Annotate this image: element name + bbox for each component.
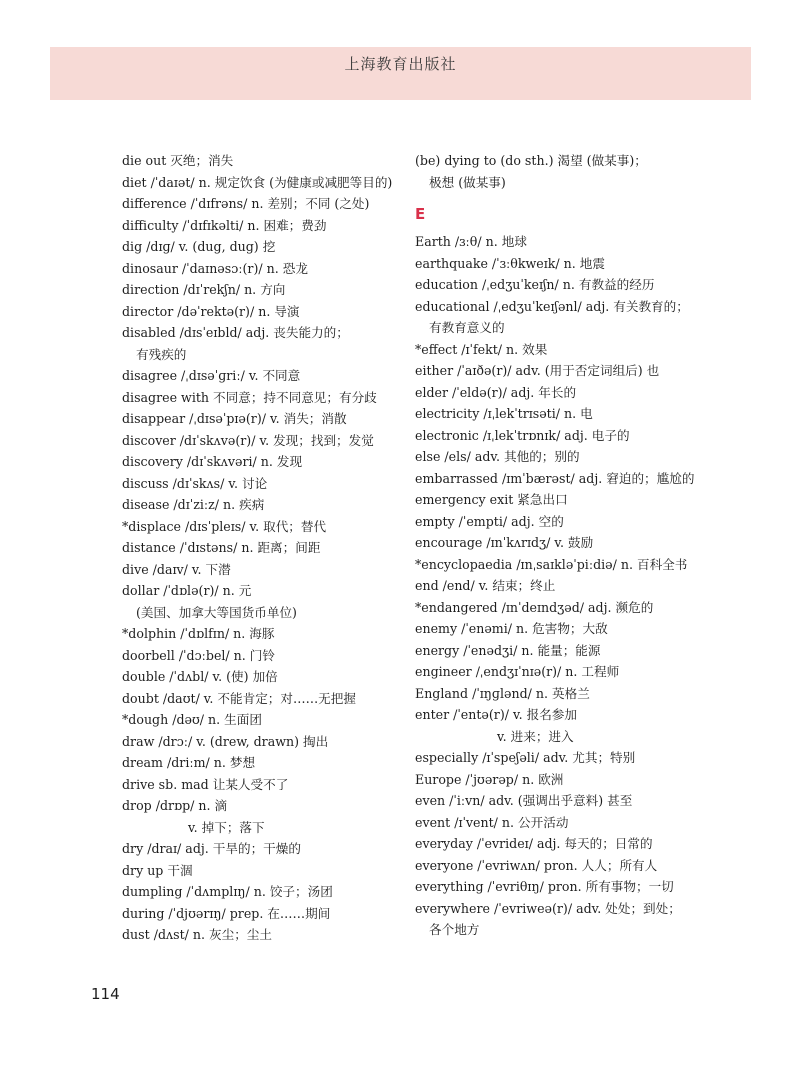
entry-text: dig /dɪɡ/ v. (dug, dug) 挖	[122, 239, 276, 254]
entry-text: enemy /ˈenəmi/ n. 危害物；大敌	[415, 621, 608, 636]
glossary-entry	[122, 236, 384, 258]
section-letter: E	[415, 205, 426, 223]
glossary-entry	[122, 408, 384, 430]
entry-continuation: 极想 (做某事)	[429, 174, 506, 190]
entry-text: *dough /dəʊ/ n. 生面团	[122, 712, 262, 727]
entry-text: emergency exit 紧急出口	[415, 492, 568, 507]
glossary-entry	[415, 360, 680, 382]
entry-text: Earth /ɜːθ/ n. 地球	[415, 234, 527, 249]
entry-continuation: v. 进来；进入	[497, 728, 574, 744]
entry-text: encourage /ɪnˈkʌrɪdʒ/ v. 鼓励	[415, 535, 594, 550]
glossary-entry	[415, 618, 680, 640]
entry-continuation: v. 掉下；落下	[188, 819, 265, 835]
glossary-entry	[122, 924, 384, 946]
glossary-entry	[122, 279, 384, 301]
entry-text: *endangered /ɪnˈdeɪndʒəd/ adj. 濒危的	[415, 599, 654, 615]
entry-text: die out 灭绝；消失	[122, 153, 234, 168]
glossary-entry	[415, 532, 680, 554]
glossary-entry	[415, 597, 680, 619]
entry-text: *dolphin /ˈdɒlfɪn/ n. 海豚	[122, 626, 275, 641]
entry-text: director /dəˈrektə(r)/ n. 导演	[122, 303, 300, 319]
glossary-entry	[122, 666, 384, 688]
glossary-entry	[122, 215, 384, 237]
glossary-entry	[122, 516, 384, 538]
glossary-entry	[122, 430, 384, 452]
entry-text: disagree with 不同意；持不同意见；有分歧	[122, 389, 377, 405]
glossary-entry	[122, 860, 384, 882]
glossary-entry	[415, 274, 680, 296]
left-column	[122, 150, 393, 946]
glossary-entry	[122, 172, 393, 194]
glossary-entry	[415, 425, 680, 447]
header-banner	[50, 47, 751, 100]
entry-text: embarrassed /ɪmˈbærəst/ adj. 窘迫的；尴尬的	[415, 470, 695, 486]
entry-text: difficulty /ˈdɪfɪkəlti/ n. 困难；费劲	[122, 217, 327, 233]
glossary-entry	[415, 855, 680, 877]
glossary-entry	[122, 752, 384, 774]
glossary-entry	[122, 774, 384, 796]
entry-text: educational /ˌedʒuˈkeɪʃənl/ adj. 有关教育的；	[415, 298, 689, 314]
glossary-entry	[122, 301, 384, 323]
entry-text: doubt /daʊt/ v. 不能肯定；对……无把握	[122, 690, 356, 706]
entry-text: either /ˈaɪðə(r)/ adv. (用于否定词组后) 也	[415, 363, 660, 378]
entry-text: event /ɪˈvent/ n. 公开活动	[415, 814, 569, 830]
glossary-entry	[122, 688, 384, 710]
entry-text: direction /dɪˈrekʃn/ n. 方向	[122, 282, 286, 297]
glossary-entry	[122, 150, 384, 172]
entry-text: enter /ˈentə(r)/ v. 报名参加	[415, 707, 577, 722]
entry-text: dry /draɪ/ adj. 干旱的；干燥的	[122, 841, 301, 856]
glossary-entry	[415, 683, 680, 705]
entry-text: dumpling /ˈdʌmplɪŋ/ n. 饺子；汤团	[122, 884, 333, 899]
entry-text: energy /ˈenədʒi/ n. 能量；能源	[415, 642, 601, 658]
glossary-entry	[415, 747, 680, 769]
glossary-entry	[415, 704, 680, 747]
glossary-entry	[415, 468, 695, 490]
glossary-entry	[122, 731, 384, 753]
glossary-entry	[415, 511, 680, 533]
glossary-entry	[415, 812, 680, 834]
entry-text: dive /daɪv/ v. 下潜	[122, 561, 231, 577]
entry-text: difference /ˈdɪfrəns/ n. 差别；不同 (之处)	[122, 196, 370, 211]
entry-text: everyday /ˈevrideɪ/ adj. 每天的；日常的	[415, 836, 653, 851]
glossary-entry	[415, 403, 680, 425]
entry-text: discuss /dɪˈskʌs/ v. 讨论	[122, 475, 268, 491]
glossary-entry	[122, 365, 384, 387]
glossary-entry	[122, 903, 384, 925]
entry-text: even /ˈiːvn/ adv. (强调出乎意料) 甚至	[415, 793, 633, 808]
entry-text: electronic /ɪˌlekˈtrɒnɪk/ adj. 电子的	[415, 427, 630, 443]
entry-text: dollar /ˈdɒlə(r)/ n. 元	[122, 583, 252, 598]
glossary-entry	[415, 661, 680, 683]
entry-text: double /ˈdʌbl/ v. (使) 加倍	[122, 669, 278, 684]
glossary-entry	[415, 296, 689, 339]
entry-text: empty /ˈempti/ adj. 空的	[415, 513, 564, 529]
entry-text: elder /ˈeldə(r)/ adj. 年长的	[415, 384, 577, 400]
glossary-entry	[415, 339, 680, 361]
entry-text: disappear /ˌdɪsəˈpɪə(r)/ v. 消失；消散	[122, 411, 347, 426]
entry-continuation: 各个地方	[429, 922, 480, 937]
glossary-entry	[122, 193, 384, 215]
entry-text: dinosaur /ˈdaɪnəsɔː(r)/ n. 恐龙	[122, 260, 308, 276]
glossary-entry	[122, 537, 384, 559]
glossary-entry	[122, 258, 384, 280]
entry-text: disease /dɪˈziːz/ n. 疾病	[122, 497, 265, 512]
entry-text: dry up 干涸	[122, 862, 193, 878]
entry-text: earthquake /ˈɜːθkweɪk/ n. 地震	[415, 255, 605, 271]
glossary-entry	[415, 833, 680, 855]
entry-text: discover /dɪˈskʌvə(r)/ v. 发现；找到；发觉	[122, 432, 374, 448]
glossary-entry	[122, 451, 384, 473]
glossary-entry	[122, 322, 384, 365]
glossary-entry	[415, 876, 680, 898]
entry-text: electricity /ɪˌlekˈtrɪsəti/ n. 电	[415, 406, 593, 421]
entry-text: drive sb. mad 让某人受不了	[122, 776, 289, 792]
entry-text: doorbell /ˈdɔːbel/ n. 门铃	[122, 647, 275, 663]
entry-text: discovery /dɪˈskʌvəri/ n. 发现	[122, 454, 303, 469]
entry-text: distance /ˈdɪstəns/ n. 距离；间距	[122, 540, 321, 555]
glossary-entry	[122, 795, 384, 838]
glossary-entry	[415, 489, 680, 511]
entry-text: disabled /dɪsˈeɪbld/ adj. 丧失能力的；	[122, 325, 349, 340]
publisher-title: 上海教育出版社	[344, 55, 457, 73]
right-column	[415, 150, 695, 941]
glossary-entry	[415, 446, 680, 468]
glossary-entry	[122, 559, 384, 581]
entry-text: end /end/ v. 结束；终止	[415, 578, 556, 593]
entry-text: everything /ˈevriθɪŋ/ pron. 所有事物；一切	[415, 879, 674, 894]
glossary-entry	[122, 494, 384, 516]
entry-text: education /ˌedʒuˈkeɪʃn/ n. 有教益的经历	[415, 277, 655, 292]
entry-text: else /els/ adv. 其他的；别的	[415, 449, 580, 464]
entry-text: England /ˈɪŋɡlənd/ n. 英格兰	[415, 685, 590, 701]
entry-continuation: 有残疾的	[136, 346, 187, 362]
glossary-entry	[415, 769, 680, 791]
glossary-entry	[122, 473, 384, 495]
entry-text: engineer /ˌendʒɪˈnɪə(r)/ n. 工程师	[415, 664, 620, 679]
glossary-entry	[415, 790, 680, 812]
glossary-entry	[122, 387, 384, 409]
glossary-entry	[415, 554, 688, 576]
entry-text: (be) dying to (do sth.) 渴望 (做某事)；	[415, 153, 647, 168]
entry-text: disagree /ˌdɪsəˈɡriː/ v. 不同意	[122, 368, 301, 383]
entry-text: *effect /ɪˈfekt/ n. 效果	[415, 341, 548, 357]
entry-text: *displace /dɪsˈpleɪs/ v. 取代；替代	[122, 518, 327, 534]
glossary-entry	[122, 709, 384, 731]
glossary-entry	[122, 881, 384, 903]
entry-continuation: 有教育意义的	[429, 320, 505, 335]
entry-text: drop /drɒp/ n. 滴	[122, 798, 228, 813]
entry-text: diet /ˈdaɪət/ n. 规定饮食 (为健康或减肥等目的)	[122, 174, 393, 190]
glossary-entry	[122, 623, 384, 645]
entry-text: during /ˈdjʊərɪŋ/ prep. 在……期间	[122, 905, 331, 921]
glossary-entry	[122, 838, 384, 860]
entry-text: Europe /ˈjʊərəp/ n. 欧洲	[415, 771, 564, 787]
entry-text: everywhere /ˈevriweə(r)/ adv. 处处；到处；	[415, 900, 681, 916]
entry-text: especially /ɪˈspeʃəli/ adv. 尤其；特别	[415, 750, 636, 765]
entry-text: dream /driːm/ n. 梦想	[122, 755, 256, 770]
entry-text: *encyclopaedia /ɪnˌsaɪkləˈpiːdiə/ n. 百科全书	[415, 556, 688, 572]
entry-text: dust /dʌst/ n. 灰尘；尘土	[122, 927, 272, 942]
glossary-entry	[122, 645, 384, 667]
glossary-entry	[415, 898, 680, 941]
glossary-entry	[415, 253, 680, 275]
glossary-entry	[415, 150, 680, 193]
glossary-entry	[415, 231, 680, 253]
glossary-entry	[415, 382, 680, 404]
entry-text: everyone /ˈevriwʌn/ pron. 人人；所有人	[415, 857, 658, 873]
page-number: 114	[91, 985, 120, 1003]
entry-continuation: (美国、加拿大等国货币单位)	[136, 604, 297, 620]
entry-text: draw /drɔː/ v. (drew, drawn) 掏出	[122, 733, 329, 749]
glossary-entry	[415, 575, 680, 597]
glossary-entry	[415, 640, 680, 662]
glossary-entry	[122, 580, 384, 623]
